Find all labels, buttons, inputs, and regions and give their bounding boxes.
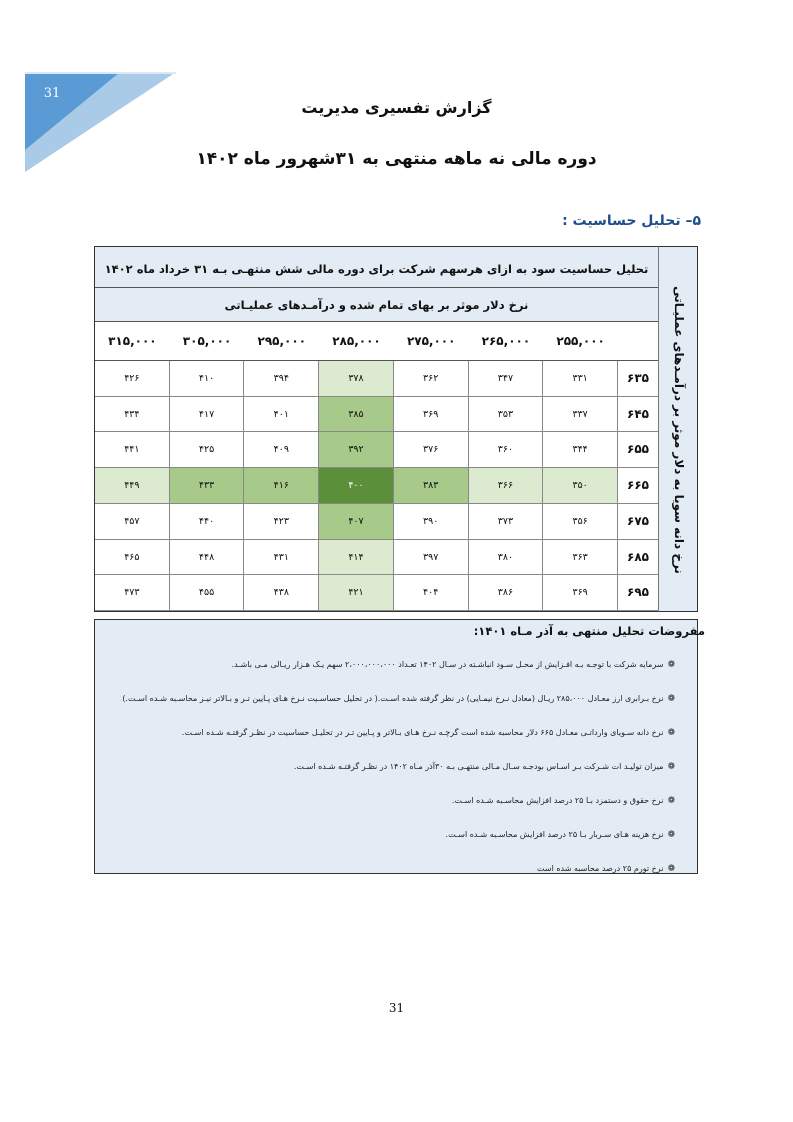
table-cell: ۳۸۵: [319, 397, 394, 433]
column-header: ۳۰۵,۰۰۰: [182, 334, 232, 348]
bullet-icon: ❁: [667, 694, 675, 704]
column-header: ۲۹۵,۰۰۰: [257, 334, 307, 348]
table-cell: ۴۲۵: [170, 432, 245, 468]
assumptions-title: مفروضات تحلیل منتهی به آذر مـاه ۱۴۰۱:: [473, 624, 705, 638]
table-cell: ۴۵۵: [170, 575, 245, 611]
table-cell: ۳۶۹: [543, 575, 618, 611]
table-cell: ۳۹۴: [244, 361, 319, 397]
column-header: ۲۶۵,۰۰۰: [481, 334, 531, 348]
row-axis-box: [658, 246, 698, 612]
table-body: [95, 361, 658, 611]
bullet-icon: ❁: [667, 660, 675, 670]
table-cell: ۴۷۳: [95, 575, 170, 611]
table-cell: ۴۵۷: [95, 504, 170, 540]
table-cell: ۳۴۴: [543, 432, 618, 468]
assumption-text: میزان تولیـد ات شـرکت بـر اسـاس بودجـه سـال مـالی منتهـی بـه ۳۰آذر مـاه ۱۴۰۲ در نظـر گرفتـه شـده اسـت.: [293, 762, 664, 771]
table-cell: ۳۷۳: [469, 504, 544, 540]
bullet-icon: ❁: [667, 830, 675, 840]
assumptions-box: [94, 619, 705, 874]
table-cell: ۳۶۲: [394, 361, 469, 397]
row-label: ۶۴۵: [618, 397, 658, 433]
row-label: ۶۷۵: [618, 504, 658, 540]
assumption-text: نرخ حقوق و دستمزد بـا ۲۵ درصد افزایش محاسـبه شـده اسـت.: [451, 796, 664, 805]
table-cell: ۴۰۹: [244, 432, 319, 468]
table-cell: ۴۲۳: [244, 504, 319, 540]
table-cell: ۳۶۹: [394, 397, 469, 433]
table-cell: ۳۹۲: [319, 432, 394, 468]
assumption-text: نرخ تورم ۲۵ درصد محاسبه شده است: [537, 864, 664, 873]
table-cell: ۳۵۶: [543, 504, 618, 540]
table-cell: ۳۷۶: [394, 432, 469, 468]
table-cell: ۴۴۱: [95, 432, 170, 468]
assumption-item: [182, 728, 675, 738]
assumption-text: نرخ هزینه هـای سـربار بـا ۲۵ درصد افزایش محاسـبه شـده اسـت.: [445, 830, 664, 839]
bullet-icon: ❁: [667, 728, 675, 738]
table-cell: ۳۹۰: [394, 504, 469, 540]
table-cell: ۳۸۳: [394, 468, 469, 504]
row-label: ۶۳۵: [618, 361, 658, 397]
table-cell: ۳۸۶: [469, 575, 544, 611]
assumption-item: [446, 830, 675, 840]
column-header: ۲۸۵,۰۰۰: [332, 334, 381, 348]
row-label: ۶۵۵: [618, 432, 658, 468]
assumption-item: [452, 796, 675, 806]
table-cell: ۴۱۴: [319, 540, 394, 576]
table-cell: ۴۰۷: [319, 504, 394, 540]
table-cell: ۴۲۶: [95, 361, 170, 397]
column-header: ۲۵۵,۰۰۰: [556, 334, 605, 348]
table-cell: ۳۴۷: [469, 361, 544, 397]
assumption-text: نرخ دانه سـویای وارداتـی معـادل ۶۶۵ دلار محاسبه شده است گرچـه نـرخ هـای بـالاتر و پـایین تـر در تحلیـل حساسیت در نظـر گرفتـه شـده اسـت.: [181, 728, 664, 737]
table-cell: ۳۵۰: [543, 468, 618, 504]
table-cell: ۴۰۰: [319, 468, 394, 504]
table-header-row: [95, 322, 658, 361]
table-cell: ۴۱۶: [244, 468, 319, 504]
row-label: ۶۹۵: [618, 575, 658, 611]
table-cell: ۴۴۹: [95, 468, 170, 504]
assumption-item: [294, 762, 675, 772]
table-cell: ۳۶۰: [469, 432, 544, 468]
table-cell: ۴۰۴: [394, 575, 469, 611]
table-cell: ۴۳۳: [170, 468, 245, 504]
assumption-text: سرمایه شرکت با توجـه بـه افـزایش از محـل سـود انباشـته در سـال ۱۴۰۲ تعـداد ۲،۰۰۰،۰۰۰،۰۰۰ سهم یـک هـزار ریـالی مـی باشـد.: [231, 660, 664, 669]
table-cell: ۴۰۱: [244, 397, 319, 433]
table-cell: ۴۱۰: [170, 361, 245, 397]
bullet-icon: ❁: [667, 762, 675, 772]
page-title: گزارش تفسیری مدیریت: [301, 98, 492, 117]
table-cell: ۴۳۴: [95, 397, 170, 433]
assumption-text: نرخ بـرابری ارز معـادل ۲۸۵،۰۰۰ ریـال (معادل نـرخ نیمـایی) در نظر گرفته شده اسـت.( در تحلیل حساسـیت نـرخ هـای پـایین تـر و بـالاتر نیـز محاسـبه شـده اسـت.): [122, 694, 664, 703]
table-cell: ۴۶۵: [95, 540, 170, 576]
table-cell: ۳۷۸: [319, 361, 394, 397]
table-cell: ۳۶۶: [469, 468, 544, 504]
bullet-icon: ❁: [667, 796, 675, 806]
table-cell: ۴۲۱: [319, 575, 394, 611]
assumption-item: [232, 660, 675, 670]
bullet-icon: ❁: [667, 864, 675, 874]
table-cell: ۴۳۱: [244, 540, 319, 576]
page-subtitle: دوره مالی نه ماهه منتهی به ۳۱شهرور ماه ۱۴۰۲: [196, 149, 597, 169]
table-cell: ۳۳۱: [543, 361, 618, 397]
row-label: ۶۶۵: [618, 468, 658, 504]
row-label: ۶۸۵: [618, 540, 658, 576]
column-header: ۳۱۵,۰۰۰: [108, 334, 157, 348]
column-axis-title: نرخ دلار موثر بر بهای تمام شده و درآمـدهای عملیـاتی: [95, 288, 658, 322]
table-cell: ۴۳۸: [244, 575, 319, 611]
column-header: ۲۷۵,۰۰۰: [406, 334, 456, 348]
page-number-bottom: 31: [388, 1001, 405, 1015]
assumption-item: [537, 864, 675, 874]
table-cell: ۴۴۸: [170, 540, 245, 576]
table-cell: ۴۴۰: [170, 504, 245, 540]
table-cell: ۳۶۳: [543, 540, 618, 576]
page-number-top: 31: [43, 86, 61, 101]
table-cell: ۳۸۰: [469, 540, 544, 576]
table-cell: ۳۹۷: [394, 540, 469, 576]
row-axis-title: نرخ دانه سویا به دلار موثر بر درآمـدهای عملیـاتی: [672, 286, 686, 574]
table-cell: ۳۵۳: [469, 397, 544, 433]
table-caption: تحلیل حساسیت سود به ازای هرسهم شرکت برای دوره مالی شش منتهـی بـه ۳۱ خرداد ماه ۱۴۰۲: [95, 247, 658, 288]
section-heading: ۵– تحلیل حساسیت :: [562, 213, 701, 229]
table-cell: ۴۱۷: [170, 397, 245, 433]
table-cell: ۳۳۷: [543, 397, 618, 433]
assumption-item: [122, 694, 675, 704]
